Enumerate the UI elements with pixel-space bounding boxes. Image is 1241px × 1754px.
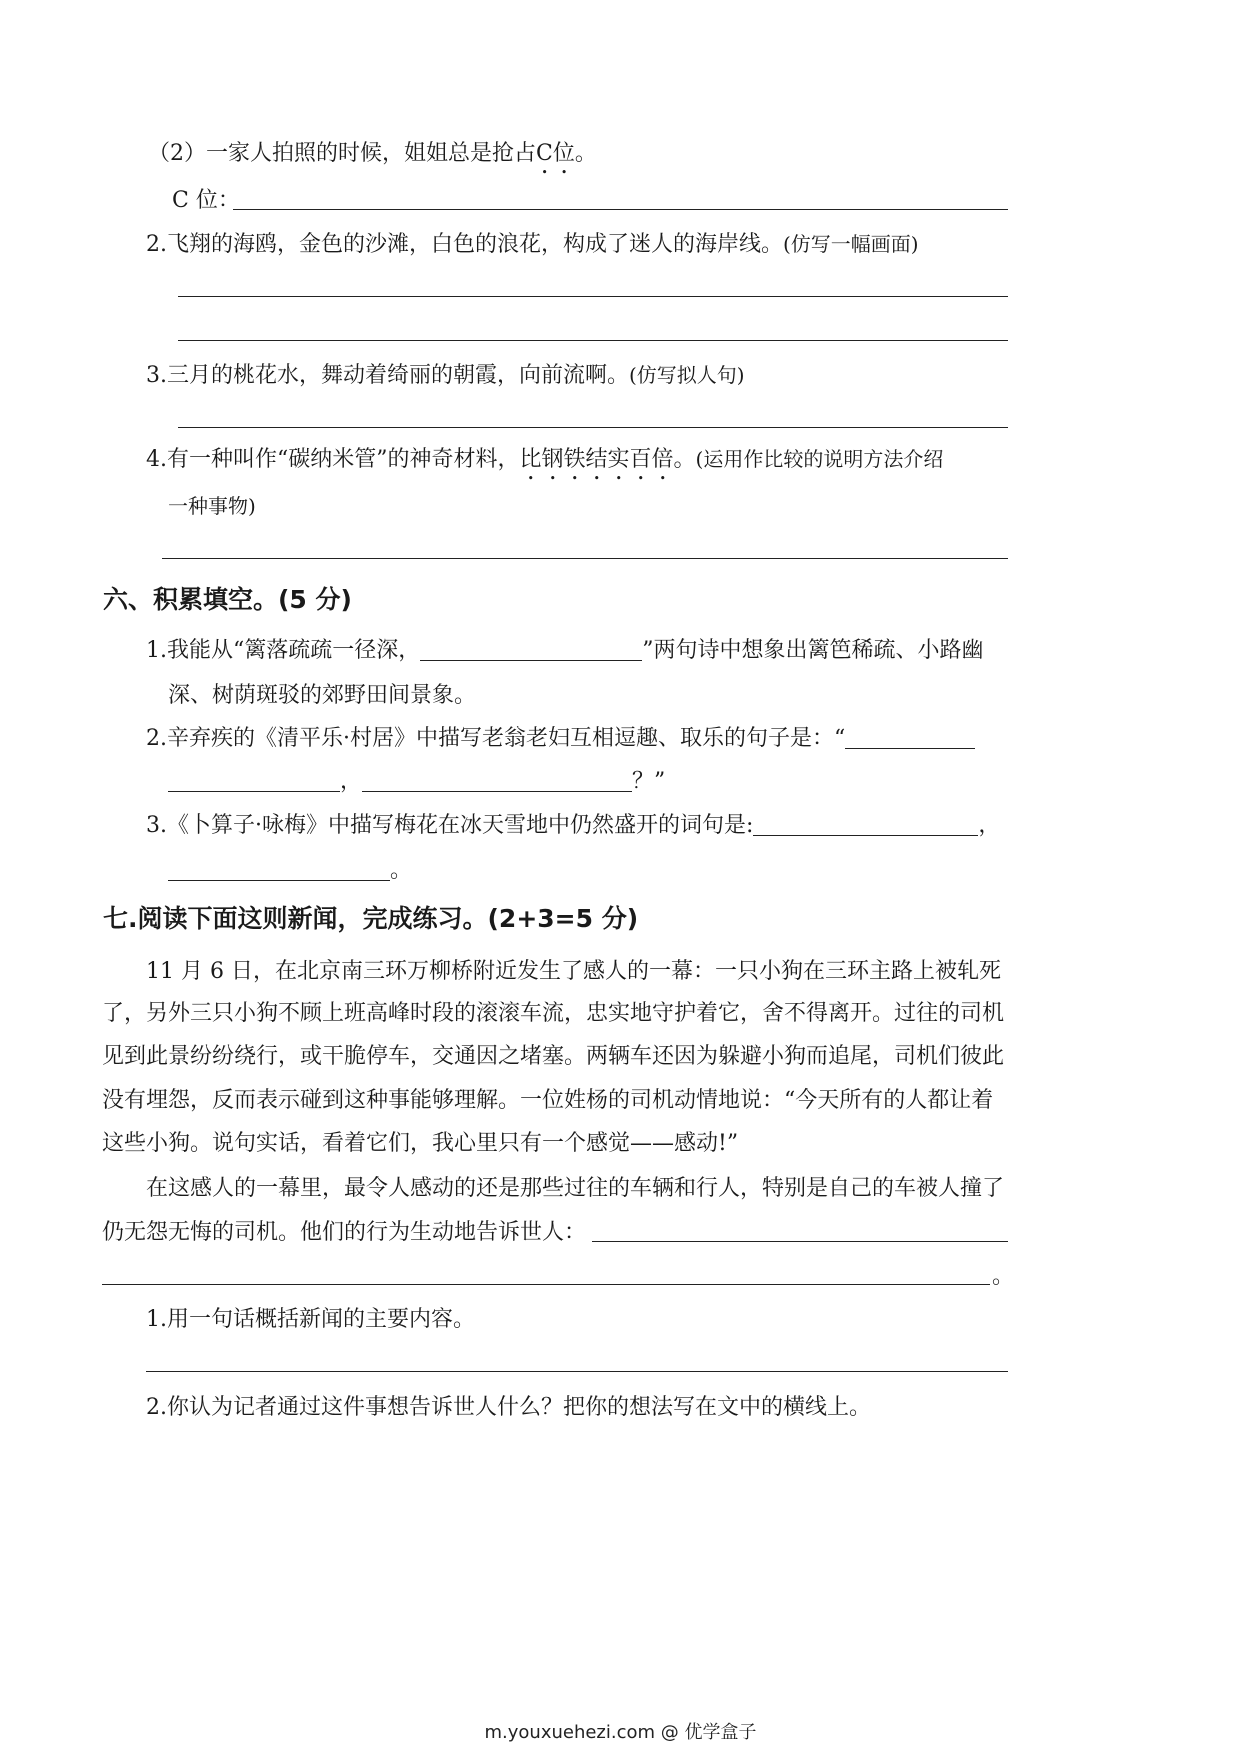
- punctuation: ，: [340, 769, 363, 794]
- passage-line: 在这感人的一幕里，最令人感动的还是那些过往的车辆和行人，特别是自己的车被人撞了: [146, 1176, 1005, 1201]
- question-text: 1.我能从“篱落疏疏一径深，: [146, 638, 421, 663]
- question-text: 4.有一种叫作“碳纳米管”的神奇材料，: [146, 447, 520, 472]
- answer-line[interactable]: [233, 209, 1008, 210]
- passage-line: 这些小狗。说句实话，看着它们，我心里只有一个感觉——感动!”: [102, 1131, 739, 1156]
- answer-label-c-position: C 位：: [172, 188, 240, 213]
- fill-blank[interactable]: [362, 769, 632, 792]
- answer-line[interactable]: [146, 1371, 1008, 1372]
- passage-line: 见到此景纷纷绕行，或干脆停车，交通因之堵塞。两辆车还因为躲避小狗而追尾，司机们彼此: [102, 1044, 1005, 1069]
- question-text: 3.三月的桃花水，舞动着绮丽的朝霞，向前流啊。: [146, 363, 629, 388]
- punctuation: 。: [992, 1264, 1015, 1289]
- fill-blank[interactable]: [168, 858, 390, 881]
- punctuation: 。: [390, 858, 413, 883]
- section-7-heading: 七.阅读下面这则新闻，完成练习。(2+3=5 分): [103, 904, 639, 933]
- question-note: (仿写一幅画面): [783, 232, 919, 256]
- question-6-3-continued: [168, 856, 412, 886]
- answer-line[interactable]: [102, 1284, 990, 1285]
- question-6-1-continued: 深、树荫斑驳的郊野田间景象。: [168, 683, 477, 708]
- question-text: ”两句诗中想象出篱笆稀疏、小路幽: [642, 638, 984, 663]
- fill-blank[interactable]: [420, 638, 642, 661]
- question-5-2: [146, 229, 919, 260]
- punctuation: 。: [673, 447, 696, 472]
- fill-blank[interactable]: [753, 813, 978, 836]
- passage-text: 仍无怨无悔的司机。他们的行为生动地告诉世人：: [102, 1220, 587, 1245]
- question-text: （2）一家人拍照的时候，姐姐总是抢占: [148, 141, 536, 166]
- punctuation: ？”: [632, 769, 666, 794]
- question-6-2-continued: [168, 767, 665, 797]
- answer-line[interactable]: [592, 1241, 1008, 1242]
- question-text: 2.飞翔的海鸥，金色的沙滩，白色的浪花，构成了迷人的海岸线。: [146, 232, 783, 257]
- question-6-3: [146, 811, 1000, 841]
- answer-line[interactable]: [162, 558, 1008, 559]
- question-note: (仿写拟人句): [629, 363, 745, 387]
- answer-line[interactable]: [178, 427, 1008, 428]
- passage-line: 没有埋怨，反而表示碰到这种事能够理解。一位姓杨的司机动情地说：“今天所有的人都让着: [102, 1088, 994, 1113]
- question-7-2: 2.你认为记者通过这件事想告诉世人什么？把你的想法写在文中的横线上。: [146, 1395, 871, 1420]
- question-5-3: [146, 360, 745, 391]
- punctuation: 。: [574, 141, 597, 166]
- emphasized-term: 比钢铁结实百倍: [519, 447, 674, 472]
- section-6-heading: 六、积累填空。(5 分): [103, 585, 352, 614]
- question-6-1: [146, 636, 984, 666]
- passage-line: 了，另外三只小狗不顾上班高峰时段的滚滚车流，忠实地守护着它，舍不得离开。过往的司机: [102, 1001, 1005, 1026]
- question-text: 3.《卜算子·咏梅》中描写梅花在冰天雪地中仍然盛开的词句是:: [146, 813, 754, 838]
- passage-line: [102, 1218, 586, 1248]
- footer-watermark: m.youxuehezi.com @ 优学盒子: [484, 1722, 757, 1743]
- question-6-2: [146, 724, 975, 754]
- question-text: 2.辛弃疾的《清平乐·村居》中描写老翁老妇互相逗趣、取乐的句子是：“: [146, 726, 846, 751]
- fill-blank[interactable]: [168, 769, 340, 792]
- question-5-1-2: [148, 139, 597, 179]
- question-note-continued: 一种事物): [168, 494, 256, 518]
- question-note: (运用作比较的说明方法介绍: [695, 447, 944, 471]
- passage-line: 11 月 6 日，在北京南三环万柳桥附近发生了感人的一幕：一只小狗在三环主路上被轧死: [146, 959, 1001, 984]
- question-5-4: [146, 444, 943, 485]
- answer-line[interactable]: [178, 340, 1008, 341]
- punctuation: ，: [978, 813, 1001, 838]
- answer-line[interactable]: [178, 296, 1008, 297]
- fill-blank[interactable]: [845, 726, 975, 749]
- emphasized-term: C位: [536, 141, 575, 166]
- question-7-1: 1.用一句话概括新闻的主要内容。: [146, 1307, 475, 1332]
